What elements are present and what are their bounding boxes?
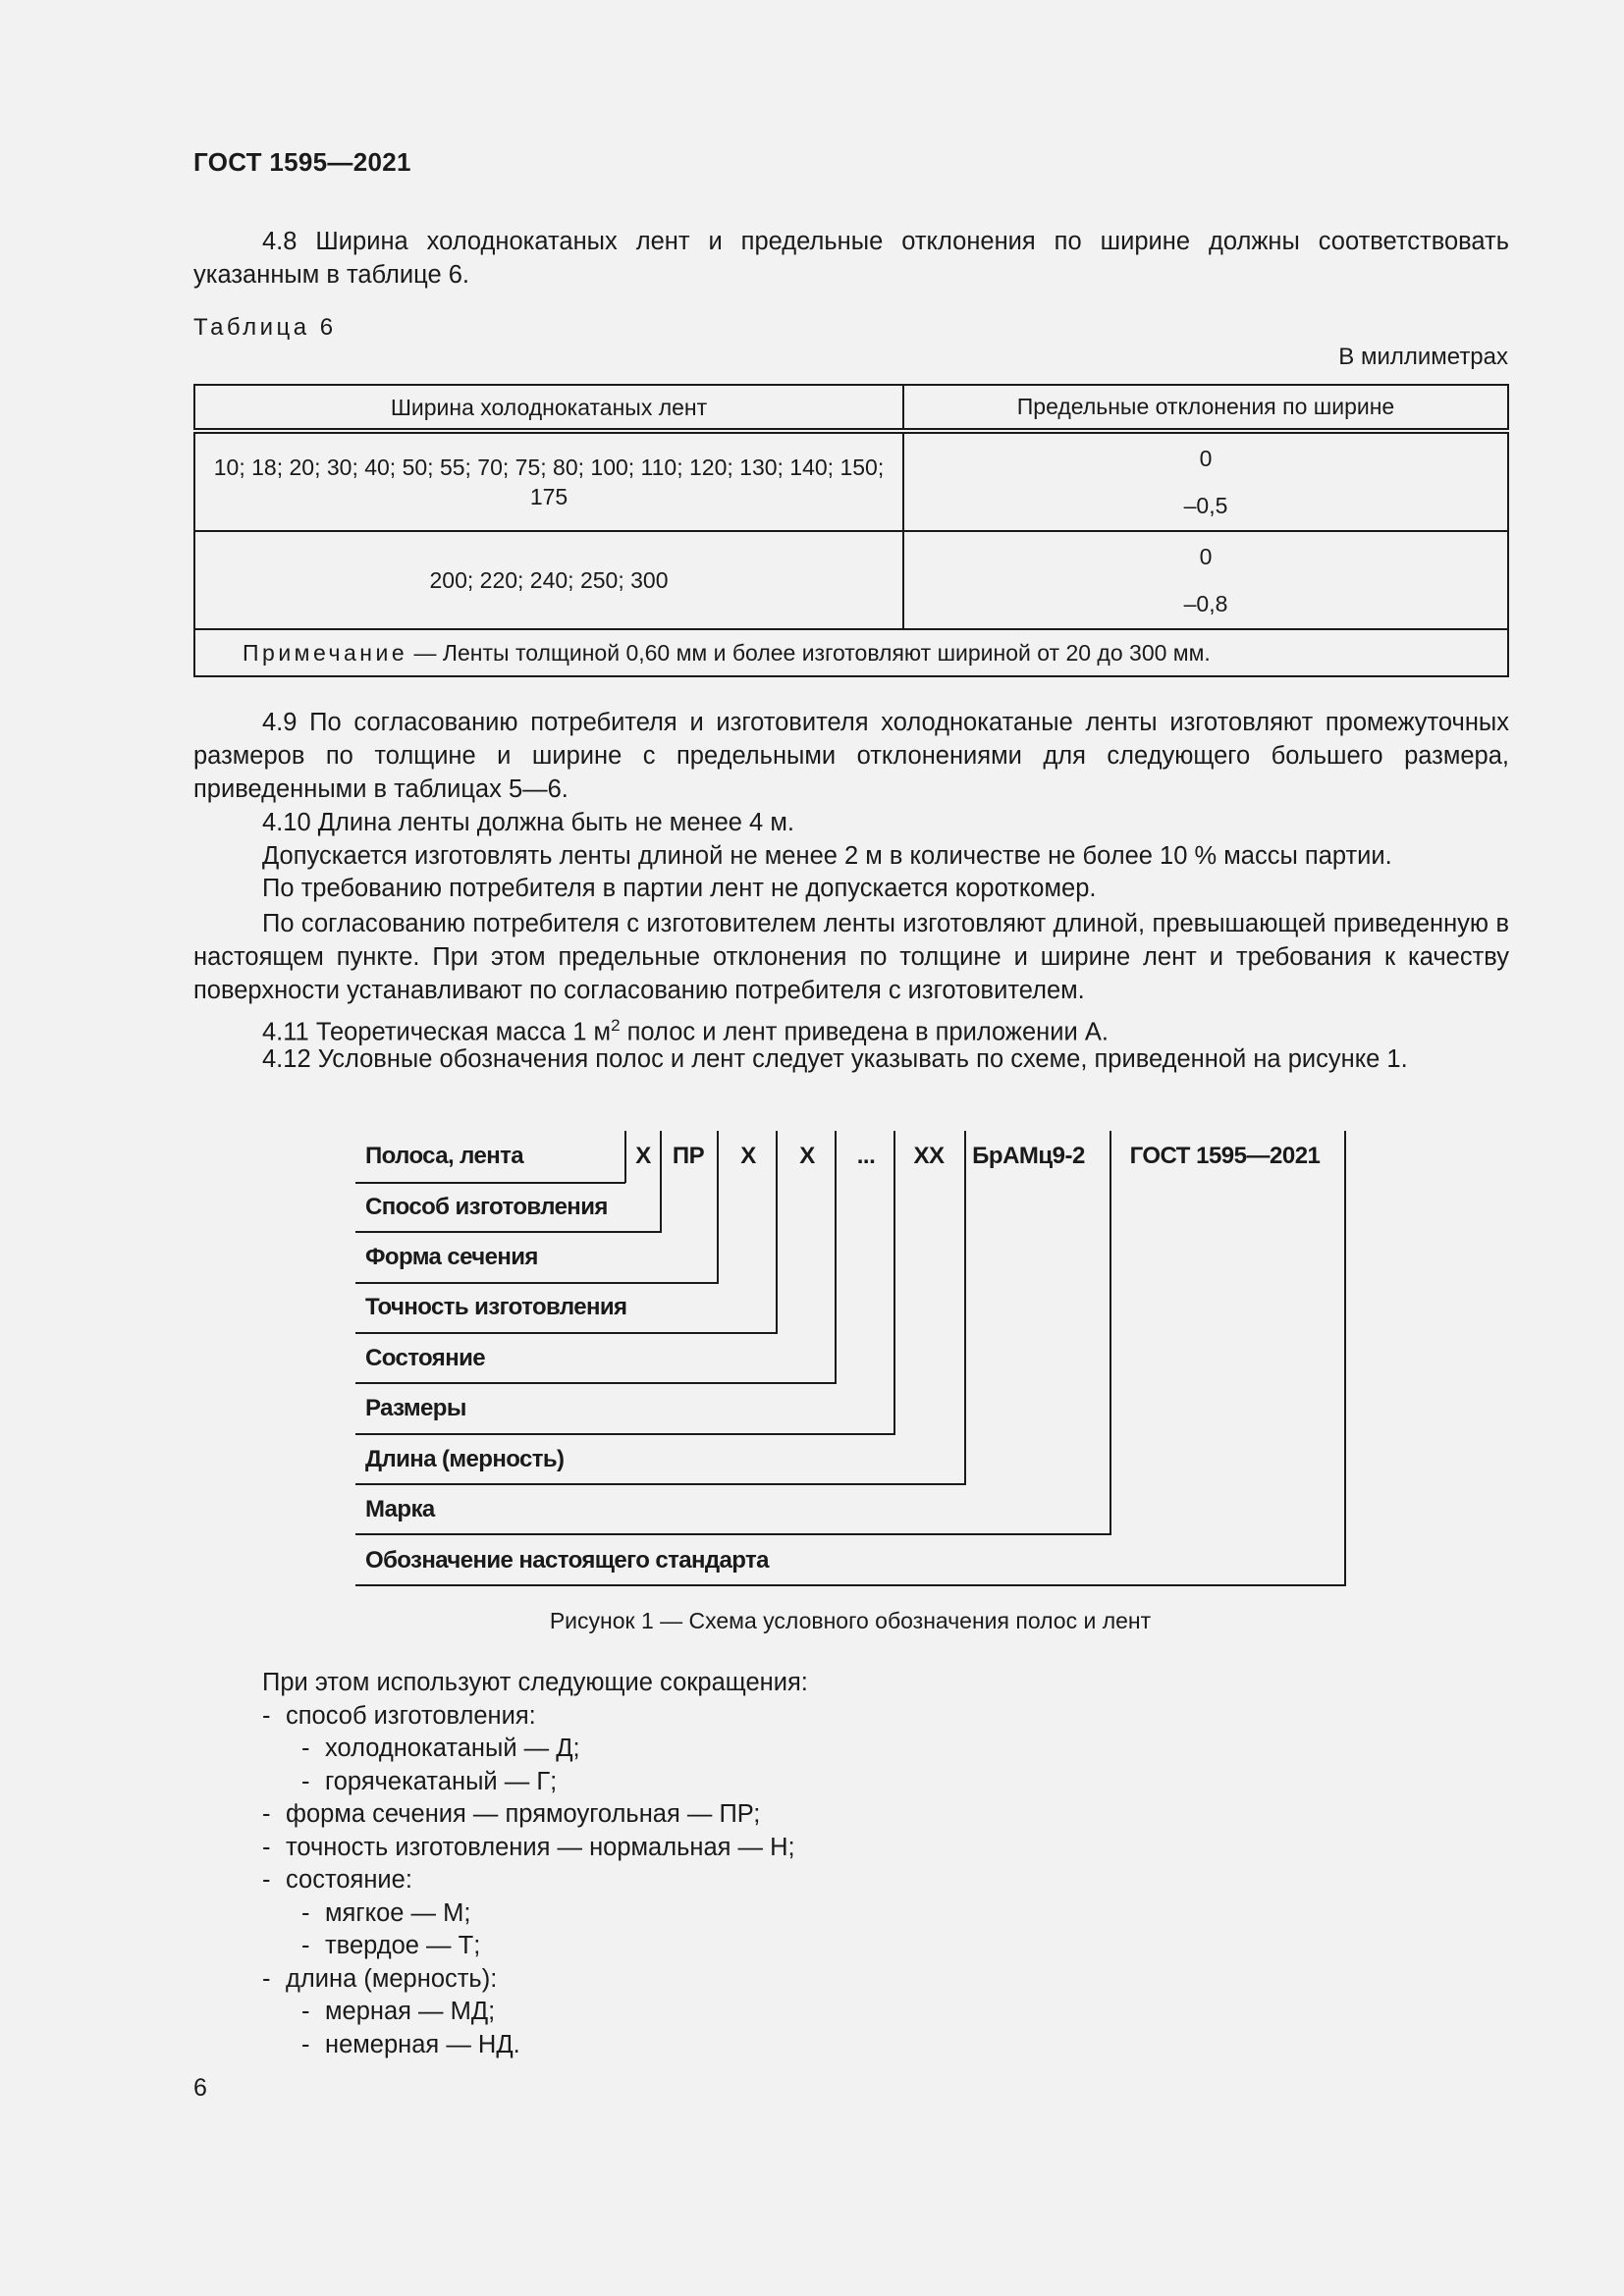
scheme-label: Способ изготовления [365,1194,608,1220]
scheme-label: Обозначение настоящего стандарта [365,1547,769,1574]
scheme-code: Х [740,1143,756,1169]
table-cell-widths [194,431,903,531]
list-item-text: длина (мерность): [286,1964,498,1993]
table-units: В миллиметрах [1338,344,1508,370]
list-item-text: горячекатаный — Г; [325,1767,558,1795]
dash-marker: - [301,1998,310,2025]
dash-marker: - [262,1964,271,1993]
document-header: ГОСТ 1595—2021 [193,147,411,177]
paragraph-4-10-d: По согласованию потребителя с изготовителем ленты изготовляют длиной, превышающей приведенную в настоящем пункте. При этом предельные отклонения по толщине и ширине лент и требования к качеству поверхности устанавливают по согласованию потребителя с изготовителем. [193,910,1509,1004]
list-item [262,1766,808,1799]
widths-text: 200; 220; 240; 250; 300 [429,567,669,593]
table-note [194,629,1508,676]
upper-deviation: 0 [1199,445,1213,471]
paragraph-4-12: 4.12 Условные обозначения полос и лент следует указывать по схеме, приведенной на рисунке 1. [262,1045,1408,1073]
p-4-11-text-end: полос и лент приведена в приложении А. [620,1018,1109,1046]
scheme-top-label: Полоса, лента [365,1143,523,1169]
list-item-text: холоднокатаный — Д; [325,1735,580,1762]
list-item-text: способ изготовления: [286,1701,536,1730]
list-item-text: твердое — Т; [325,1932,481,1959]
scheme-code: ГОСТ 1595—2021 [1129,1143,1321,1169]
scheme-code: ПР [672,1143,705,1169]
scheme-code: БрАМц9-2 [972,1143,1085,1169]
dash-marker: - [262,1800,271,1828]
list-intro: При этом используют следующие сокращения: [262,1669,808,1696]
list-item [262,2029,808,2062]
list-item-text: форма сечения — прямоугольная — ПР; [286,1800,761,1828]
note-label: Примечание [243,639,408,666]
list-item [262,1996,808,2029]
dash-marker: - [301,2030,310,2058]
width-tolerance-table [193,384,1509,677]
paragraph-4-10-c: По требованию потребителя в партии лент не допускается короткомер. [262,875,1097,902]
lower-deviation: –0,8 [1183,590,1228,616]
table-cell-tolerance [903,431,1508,531]
list-item [262,1963,808,1997]
paragraph-4-10: 4.10 Длина ленты должна быть не менее 4 м. [262,809,794,836]
p-4-11-text: 4.11 Теоретическая масса 1 м [262,1018,612,1046]
figure-caption: Рисунок 1 — Схема условного обозначения полос и лент [549,1608,1152,1633]
table-row [194,431,1508,531]
dash-marker: - [301,1898,310,1927]
table-header-widths: Ширина холоднокатаных лент [194,385,903,431]
superscript: 2 [611,1016,621,1035]
abbreviation-list [262,1667,808,2061]
scheme-label: Состояние [365,1345,486,1371]
scheme-code: Х [635,1143,651,1169]
dash-marker: - [301,1932,310,1959]
scheme-label: Форма сечения [365,1244,538,1270]
note-text: — Ленты толщиной 0,60 мм и более изготовляют шириной от 20 до 300 мм. [407,639,1211,666]
scheme-label: Точность изготовления [365,1294,627,1320]
list-item-text: точность изготовления — нормальная — Н; [286,1833,795,1861]
widths-text: 10; 18; 20; 30; 40; 50; 55; 70; 75; 80; 100; 110; 120; 130; 140; 150; 175 [213,454,885,509]
dash-marker: - [301,1735,310,1762]
scheme-label: Длина (мерность) [365,1446,565,1472]
table-cell-widths [194,531,903,629]
scheme-label: Размеры [365,1395,466,1421]
table-header-tolerances: Предельные отклонения по ширине [903,385,1508,431]
paragraph-4-8: 4.8 Ширина холоднокатаных лент и предельные отклонения по ширине должны соответствовать указанным в таблице 6. [193,228,1509,289]
page-number: 6 [193,2074,207,2102]
list-item [262,1864,808,1897]
scheme-code: ХХ [913,1143,945,1169]
table-cell-tolerance [903,531,1508,629]
list-item-text: немерная — НД. [325,2030,520,2058]
scheme-code: ... [856,1143,876,1169]
list-item [262,1700,808,1734]
dash-marker: - [262,1866,271,1894]
list-item [262,1733,808,1766]
scheme-code: Х [799,1143,815,1169]
list-item [262,1798,808,1832]
upper-deviation: 0 [1199,543,1213,569]
scheme-label: Марка [365,1496,435,1522]
paragraph-4-10-b: Допускается изготовлять ленты длиной не менее 2 м в количестве не более 10 % массы партии. [262,842,1392,870]
paragraph-4-9: 4.9 По согласованию потребителя и изготовителя холоднокатаные ленты изготовляют промежуточных размеров по толщине и ширине с предельными отклонениями для следующего большего размера, приведенными в таблицах 5—6. [193,709,1509,803]
dash-marker: - [262,1701,271,1730]
list-item [262,1930,808,1963]
list-item-text: состояние: [286,1866,412,1894]
table-note-row [194,629,1508,676]
list-item [262,1832,808,1865]
dash-marker: - [262,1833,271,1861]
list-item-text: мерная — МД; [325,1998,496,2025]
list-item [262,1897,808,1931]
lower-deviation: –0,5 [1183,492,1228,518]
table-caption: Таблица 6 [193,314,337,341]
list-item-text: мягкое — М; [325,1898,471,1927]
table-row [194,531,1508,629]
dash-marker: - [301,1767,310,1795]
